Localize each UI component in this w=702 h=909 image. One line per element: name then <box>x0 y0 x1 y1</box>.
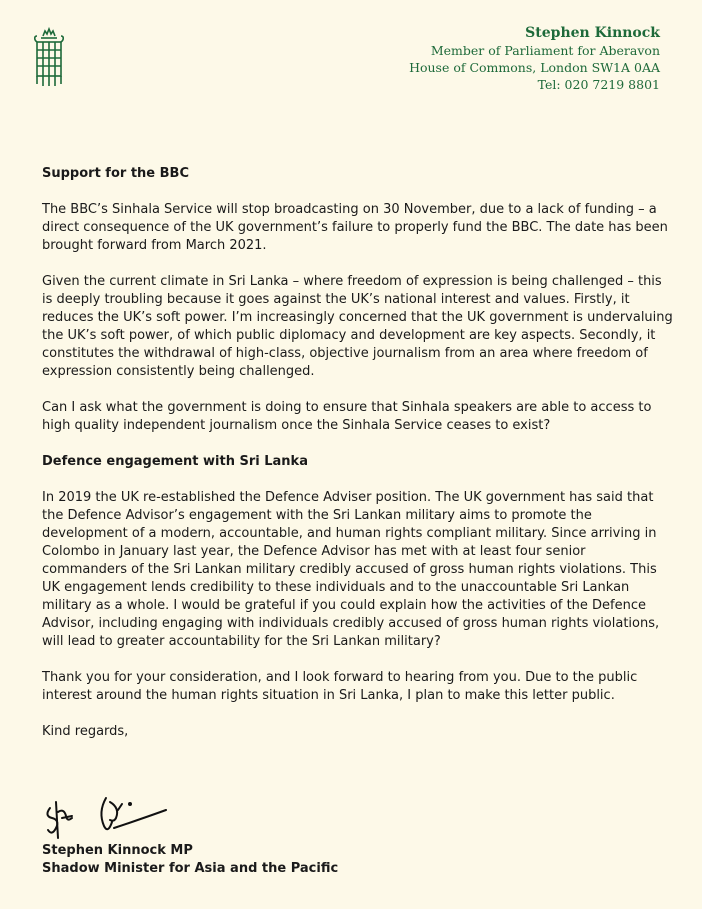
paragraph-bbc-2: Given the current climate in Sri Lanka – where freedom of expression is being challenged – this is deeply troubling because it goes against the UK’s national interest and values. Firstly, it reduces the UK’s soft power. I’m increasingly concerned that the UK government is undervaluing the UK’s soft power, of which public diplomacy and development are key aspects. Secondly, it constitutes the withdrawal of high-class, objective journalism from an area where freedom of expression consistently being challenged. <box>42 274 673 379</box>
letterhead-address: House of Commons, London SW1A 0AA <box>409 60 660 75</box>
section-heading-bbc: Support for the BBC <box>42 166 190 181</box>
paragraph-bbc-1: The BBC’s Sinhala Service will stop broadcasting on 30 November, due to a lack of funding – a direct consequence of the UK government’s failure to properly fund the BBC. The date has been brought forward from March 2021. <box>42 202 668 253</box>
letterhead-role: Member of Parliament for Aberavon <box>430 43 660 58</box>
signoff-name: Stephen Kinnock MP <box>42 843 193 858</box>
letterhead <box>409 24 660 93</box>
paragraph-bbc-3: Can I ask what the government is doing to ensure that Sinhala speakers are able to access to high quality independent journalism once the Sinhala Service ceases to exist? <box>42 400 652 433</box>
letterhead-name: Stephen Kinnock <box>525 25 660 41</box>
portcullis-icon <box>34 26 64 90</box>
section-heading-defence: Defence engagement with Sri Lanka <box>42 454 308 469</box>
signoff-block <box>42 842 338 878</box>
signoff-title: Shadow Minister for Asia and the Pacific <box>42 861 339 876</box>
letter-body <box>42 165 674 759</box>
paragraph-defence-1: In 2019 the UK re-established the Defence Adviser position. The UK government has said that the Defence Advisor’s engagement with the Sri Lankan military aims to promote the development of a modern, accountable, and human rights compliant military. Since arriving in Colombo in January last year, the Defence Advisor has met with at least four senior commanders of the Sri Lankan military credibly accused of gross human rights violations. This UK engagement lends credibility to these individuals and to the unaccountable Sri Lankan military as a whole. I would be grateful if you could explain how the activities of the Defence Advisor, including engaging with individuals credibly accused of gross human rights violations, will lead to greater accountability for the Sri Lankan military? <box>42 490 660 649</box>
letterhead-tel: Tel: 020 7219 8801 <box>537 77 660 92</box>
paragraph-closing: Thank you for your consideration, and I look forward to hearing from you. Due to the public interest around the human rights situation in Sri Lanka, I plan to make this letter public. <box>42 670 638 703</box>
signature-icon <box>40 788 170 844</box>
salutation: Kind regards, <box>42 724 129 739</box>
